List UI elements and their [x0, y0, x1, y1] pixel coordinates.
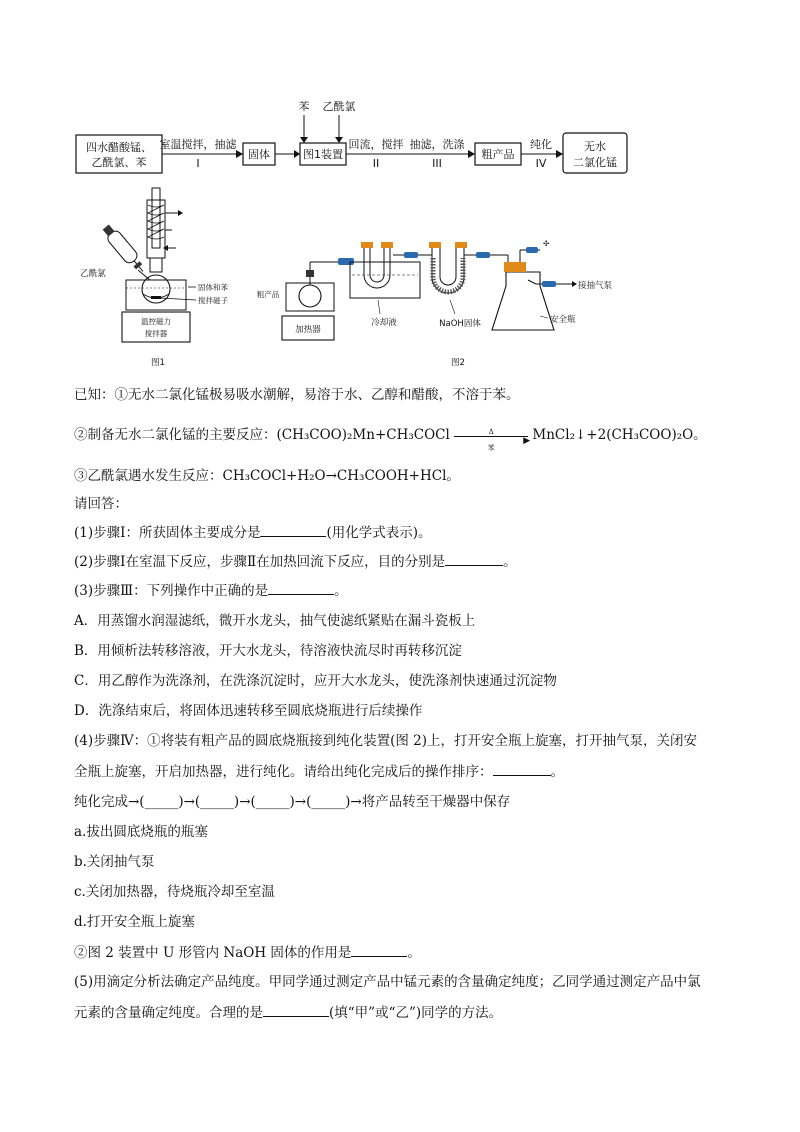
option-d: D．洗涤结束后，将固体迅速转移至圆底烧瓶进行后续操作	[74, 703, 423, 719]
q4-2-answer-blank[interactable]	[351, 942, 407, 957]
q5-text-end: (填“甲”或“乙”)同学的方法。	[329, 1005, 503, 1021]
q4-2-text-end: 。	[407, 945, 421, 961]
fig1-stirrer-line1: 温控磁力	[141, 317, 171, 326]
q2-text-end: 。	[503, 554, 517, 570]
q2-answer-blank[interactable]	[445, 551, 503, 566]
option-a: A．用蒸馏水润湿滤纸，微开水龙头，抽气使滤纸紧贴在漏斗瓷板上	[74, 613, 476, 629]
q3-answer-blank[interactable]	[268, 580, 334, 595]
q5-answer-blank[interactable]	[263, 1002, 329, 1017]
apparatus-figures	[0, 185, 800, 375]
known-1: 已知：①无水二氯化锰极易吸水潮解，易溶于水、乙醇和醋酸，不溶于苯。	[74, 387, 520, 403]
question-4-line2	[74, 761, 764, 782]
question-1	[74, 522, 764, 543]
q2-text: (2)步骤Ⅰ在室温下反应，步骤Ⅱ在加热回流下反应，目的分别是	[74, 554, 446, 570]
flow-box-product-line2: 二氯化锰	[573, 156, 617, 169]
question-2	[74, 551, 764, 572]
fig2-naoh-label: NaOH固体	[439, 319, 481, 329]
fig2-coolant-label: 冷却液	[371, 318, 397, 328]
reaction-arrow: Δ ▶ 苯	[454, 428, 528, 444]
q4-2-text: ②图 2 装置中 U 形管内 NaOH 固体的作用是	[74, 945, 352, 961]
question-5-line2	[74, 1002, 764, 1023]
figure1-apparatus	[80, 188, 228, 368]
option-b: B．用倾析法转移溶液，开大水龙头，待溶液快流尽时再转移沉淀	[74, 643, 462, 659]
fig1-acetyl-label: 乙酰氯	[80, 269, 106, 279]
flow-input-acetyl: 乙酰氯	[322, 100, 356, 113]
figure2-apparatus	[257, 239, 613, 368]
intro: 请回答：	[74, 496, 128, 512]
reaction-arrow-solvent: 苯	[487, 443, 495, 452]
option-c: C．用乙醇作为洗涤剂，在洗涤沉淀时，应开大水龙头，使洗涤剂快速通过沉淀物	[74, 673, 557, 689]
fig2-caption: 图2	[451, 358, 465, 368]
q3-text-end: 。	[334, 583, 348, 599]
question-4-line1: (4)步骤Ⅳ：①将装有粗产品的圆底烧瓶接到纯化装置(图 2)上，打开安全瓶上旋塞，打开抽气泵，关闭安	[74, 733, 698, 749]
flow-box-crude-label: 粗产品	[481, 148, 515, 161]
question-5-line1: (5)用滴定分析法确定产品纯度。甲同学通过测定产品中锰元素的含量确定纯度；乙同学通过测定产品中氯	[74, 974, 701, 990]
flow-box-solid-label: 固体	[248, 148, 270, 161]
flow-input-benzene: 苯	[298, 100, 310, 113]
flow-arrow2-top: 回流，搅拌	[348, 138, 404, 151]
q4-text-end: 。	[550, 764, 564, 780]
step-option-a: a.拔出圆底烧瓶的瓶塞	[74, 824, 208, 840]
known-3: ③乙酰氯遇水发生反应：CH₃COCl+H₂O→CH₃COOH+HCl。	[74, 468, 460, 484]
known-2-right: MnCl₂↓+2(CH₃COO)₂O。	[532, 427, 707, 443]
q5-text: 元素的含量确定纯度。合理的是	[74, 1005, 263, 1021]
fig1-stirbar-label: 搅拌磁子	[198, 296, 228, 305]
q1-text-end: (用化学式表示)。	[326, 525, 432, 541]
reaction-arrow-heat: Δ	[488, 427, 494, 436]
flow-arrow2-bottom: II	[372, 157, 380, 170]
flow-box-reactants-line2: 乙酰氯、苯	[91, 156, 147, 169]
question-3	[74, 580, 764, 601]
question-4-part2	[74, 942, 764, 963]
flow-arrow1-top: 室温搅拌，抽滤	[159, 138, 237, 151]
fig1-solid-label: 固体和苯	[198, 283, 228, 292]
fig2-safety-label: 安全瓶	[550, 315, 576, 325]
step-option-c: c.关闭加热器，待烧瓶冷却至室温	[74, 884, 275, 900]
flow-box-product-line1: 无水	[584, 140, 606, 153]
q3-text: (3)步骤Ⅲ：下列操作中正确的是	[74, 583, 269, 599]
q4-answer-blank[interactable]	[493, 761, 551, 776]
flow-arrow3-bottom: III	[432, 157, 442, 170]
fig2-heater-label: 加热器	[295, 325, 321, 335]
flow-arrow4-bottom: IV	[535, 157, 547, 170]
q1-answer-blank[interactable]	[260, 522, 326, 537]
svg-text:✣: ✣	[543, 239, 550, 248]
flow-arrow3-top: 抽滤，洗涤	[409, 138, 465, 151]
step-option-d: d.打开安全瓶上旋塞	[74, 914, 195, 930]
flow-box-apparatus1-label: 图1装置	[303, 148, 343, 161]
step-option-b: b.关闭抽气泵	[74, 854, 155, 870]
known-2	[74, 425, 764, 452]
fig1-caption: 图1	[151, 358, 165, 368]
question-4-sequence: 纯化完成→(_____)→(_____)→(_____)→(_____)→将产品转至干燥器中保存	[74, 794, 511, 810]
q1-text: (1)步骤Ⅰ：所获固体主要成分是	[74, 525, 261, 541]
flow-arrow4-top: 纯化	[530, 138, 552, 151]
fig1-stirrer-line2: 搅拌器	[144, 329, 168, 338]
flow-box-reactants-line1: 四水醋酸锰、	[86, 141, 152, 154]
flow-arrow1-bottom: I	[196, 157, 200, 170]
q4-text: 全瓶上旋塞，开启加热器，进行纯化。请给出纯化完成后的操作排序：	[74, 764, 493, 780]
fig2-pump-label: 接抽气泵	[578, 281, 613, 291]
known-2-left: ②制备无水二氯化锰的主要反应：(CH₃COO)₂Mn+CH₃COCl	[74, 427, 450, 443]
fig2-crude-label: 粗产品	[256, 290, 280, 299]
